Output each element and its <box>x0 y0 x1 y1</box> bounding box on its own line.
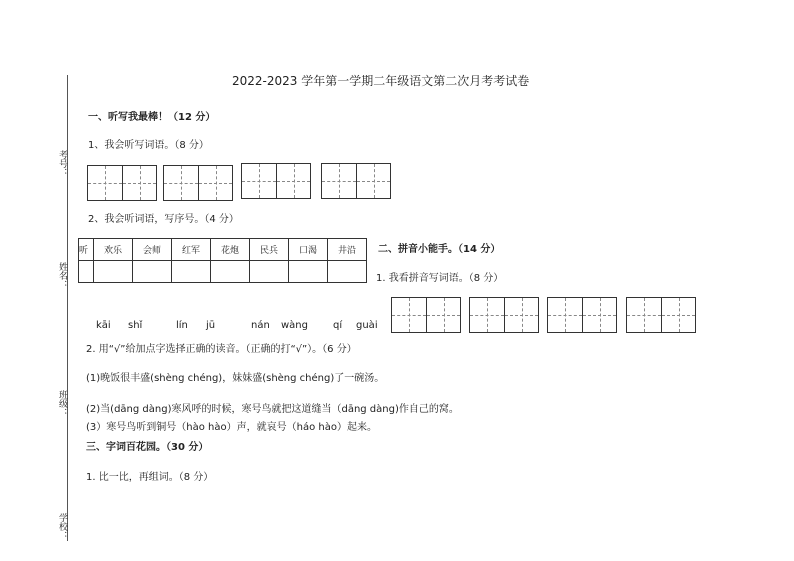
section3-q1: 1. 比一比，再组词。（8 分） <box>86 472 214 483</box>
section1-q2: 2、我会听词语，写序号。（4 分） <box>88 214 239 225</box>
section1-q1: 1、我会听写词语。（8 分） <box>88 140 209 151</box>
sentence-2: (2)当(dāng dàng)寒风呼的时候，寒号鸟就把这道缝当（dāng dàng)作自己的窝。 <box>86 404 459 415</box>
school-label: 学校： <box>57 513 67 540</box>
pinyin-grid-4[interactable] <box>626 297 696 333</box>
pinyin-word: qí <box>333 320 343 331</box>
page-title: 2022-2023 学年第一学期二年级语文第二次月考考试卷 <box>232 74 530 88</box>
writing-grid-3[interactable] <box>241 163 311 199</box>
section2-q2: 2. 用“√”给加点字选择正确的读音。（正确的打“√”）。（6 分） <box>86 344 357 355</box>
section2-heading: 二、拼音小能手。（14 分） <box>378 244 501 255</box>
answer-cell[interactable] <box>328 261 367 283</box>
answer-cell[interactable] <box>172 261 211 283</box>
answer-cell[interactable] <box>79 261 94 283</box>
pinyin-word: jū <box>206 320 216 331</box>
table-word: 花炮 <box>211 239 250 261</box>
answer-cell[interactable] <box>133 261 172 283</box>
table-word: 欢乐 <box>94 239 133 261</box>
table-word: 会师 <box>133 239 172 261</box>
writing-grid-4[interactable] <box>321 163 391 199</box>
table-word: 井沿 <box>328 239 367 261</box>
pinyin-word: guài <box>356 320 378 331</box>
pinyin-word: shǐ <box>128 320 143 331</box>
pinyin-word: nán <box>251 320 270 331</box>
pinyin-grid-2[interactable] <box>469 297 539 333</box>
writing-grid-1[interactable] <box>87 165 157 201</box>
section3-heading: 三、字词百花园。（30 分） <box>86 442 209 453</box>
pinyin-word: wàng <box>281 320 308 331</box>
exam-number-label: 考号： <box>57 150 67 177</box>
sentence-3: (3）寒号鸟听到铜号（hào hào）声，就哀号（háo hào）起来。 <box>86 422 377 433</box>
table-cell-cut: 听 <box>79 239 94 261</box>
section2-q1: 1. 我看拼音写词语。（8 分） <box>376 273 504 284</box>
answer-cell[interactable] <box>94 261 133 283</box>
binding-line <box>67 75 68 541</box>
name-label: 姓名： <box>57 262 67 289</box>
sentence-1: (1)晚饭很丰盛(shèng chéng)，妹妹盛(shèng chéng)了一碗汤。 <box>86 373 385 384</box>
section1-heading: 一、听写我最棒！（12 分） <box>88 112 216 123</box>
answer-cell[interactable] <box>250 261 289 283</box>
table-word: 民兵 <box>250 239 289 261</box>
answer-table <box>78 238 367 283</box>
pinyin-grid-3[interactable] <box>547 297 617 333</box>
pinyin-word: lín <box>176 320 188 331</box>
class-label: 班级： <box>57 390 67 417</box>
writing-grid-2[interactable] <box>163 165 233 201</box>
answer-cell[interactable] <box>289 261 328 283</box>
pinyin-grid-1[interactable] <box>391 297 461 333</box>
table-word: 口渴 <box>289 239 328 261</box>
answer-cell[interactable] <box>211 261 250 283</box>
pinyin-word: kāi <box>96 320 111 331</box>
table-word: 红军 <box>172 239 211 261</box>
